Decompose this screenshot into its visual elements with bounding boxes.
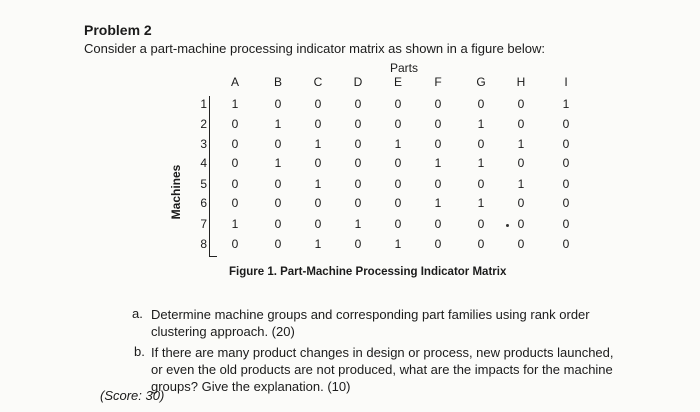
matrix-cell: 0 — [394, 217, 402, 231]
matrix-cell: 1 — [434, 156, 442, 170]
matrix-cell: 1 — [314, 177, 322, 191]
part-header-b: B — [273, 75, 282, 89]
machine-row-label-3: 3 — [200, 137, 207, 151]
matrix-cell: 0 — [274, 237, 282, 251]
matrix-cell: 0 — [314, 217, 322, 231]
problem-intro: Consider a part-machine processing indicator matrix as shown in a figure below: — [84, 41, 545, 56]
matrix-cell: 0 — [274, 177, 282, 191]
matrix-cell: 0 — [274, 97, 282, 111]
matrix-cell: 1 — [354, 217, 362, 231]
machine-row-label-7: 7 — [200, 217, 207, 231]
matrix-cell: 1 — [434, 196, 442, 210]
matrix-cell: 0 — [517, 217, 525, 231]
matrix-cell: 0 — [231, 177, 239, 191]
question-label: b. — [134, 344, 145, 359]
matrix-cell: 1 — [477, 196, 485, 210]
matrix-cell: 0 — [394, 156, 402, 170]
matrix-cell: 0 — [314, 156, 322, 170]
matrix-cell: 0 — [394, 117, 402, 131]
matrix-cell: 0 — [434, 177, 442, 191]
matrix-cell: 1 — [394, 237, 402, 251]
question-label: a. — [132, 306, 143, 321]
matrix-cell: 0 — [434, 217, 442, 231]
matrix-cell: 0 — [231, 137, 239, 151]
matrix-cell: 1 — [517, 137, 525, 151]
machine-row-label-5: 5 — [200, 177, 207, 191]
matrix-cell: 0 — [354, 117, 362, 131]
matrix-cell: 1 — [231, 217, 239, 231]
matrix-cell: 0 — [231, 117, 239, 131]
machine-row-label-6: 6 — [200, 196, 207, 210]
question-line: If there are many product changes in design or process, new products launched, — [151, 345, 614, 360]
part-header-f: F — [434, 75, 442, 89]
machine-row-label-1: 1 — [200, 97, 207, 111]
figure-caption: Figure 1. Part-Machine Processing Indicator Matrix — [229, 266, 507, 278]
machine-row-label-8: 8 — [200, 237, 207, 251]
matrix-cell: 0 — [477, 217, 485, 231]
matrix-cell: 0 — [314, 196, 322, 210]
part-header-c: C — [313, 75, 323, 89]
matrix-cell: 0 — [354, 137, 362, 151]
stray-dot-mark — [506, 224, 509, 227]
question-line: clustering approach. (20) — [151, 324, 295, 339]
matrix-cell: 0 — [562, 237, 570, 251]
matrix-cell: 0 — [274, 137, 282, 151]
matrix-cell: 0 — [562, 196, 570, 210]
matrix-cell: 0 — [354, 196, 362, 210]
matrix-cell: 0 — [354, 156, 362, 170]
machine-row-label-2: 2 — [200, 117, 207, 131]
matrix-cell: 0 — [314, 117, 322, 131]
machines-axis-label: Machines — [169, 164, 183, 220]
matrix-cell: 0 — [354, 177, 362, 191]
matrix-cell: 0 — [274, 217, 282, 231]
matrix-cell: 0 — [434, 137, 442, 151]
matrix-cell: 1 — [562, 97, 570, 111]
score-note: (Score: 30) — [100, 388, 165, 403]
matrix-cell: 0 — [517, 196, 525, 210]
matrix-cell: 0 — [477, 137, 485, 151]
matrix-cell: 0 — [517, 237, 525, 251]
part-header-e: E — [393, 75, 402, 89]
matrix-cell: 0 — [394, 97, 402, 111]
matrix-cell: 1 — [394, 137, 402, 151]
matrix-cell: 0 — [477, 97, 485, 111]
question-line: or even the old products are not produced, what are the impacts for the machine — [151, 362, 613, 377]
part-header-d: D — [353, 75, 363, 89]
matrix-cell: 0 — [562, 217, 570, 231]
part-header-i: I — [564, 75, 568, 89]
problem-title: Problem 2 — [84, 22, 152, 38]
matrix-cell: 0 — [434, 237, 442, 251]
matrix-cell: 0 — [231, 156, 239, 170]
part-header-h: H — [516, 75, 526, 89]
matrix-cell: 0 — [394, 177, 402, 191]
matrix-cell: 1 — [231, 97, 239, 111]
matrix-cell: 0 — [274, 196, 282, 210]
matrix-cell: 1 — [517, 177, 525, 191]
matrix-cell: 0 — [434, 117, 442, 131]
machine-row-label-4: 4 — [200, 156, 207, 170]
matrix-cell: 1 — [314, 137, 322, 151]
matrix-cell: 0 — [394, 196, 402, 210]
matrix-cell: 0 — [562, 117, 570, 131]
matrix-cell: 0 — [314, 97, 322, 111]
matrix-cell: 0 — [562, 137, 570, 151]
matrix-cell: 1 — [314, 237, 322, 251]
matrix-cell: 0 — [231, 237, 239, 251]
matrix-cell: 0 — [517, 156, 525, 170]
matrix-cell: 0 — [477, 237, 485, 251]
question-text — [151, 306, 691, 340]
matrix-cell: 1 — [477, 156, 485, 170]
matrix-cell: 0 — [231, 196, 239, 210]
matrix-cell: 1 — [274, 156, 282, 170]
matrix-bracket — [209, 96, 217, 257]
matrix-cell: 0 — [477, 177, 485, 191]
matrix-cell: 0 — [354, 237, 362, 251]
parts-axis-label: Parts — [389, 61, 418, 75]
matrix-cell: 0 — [354, 97, 362, 111]
question-line: Determine machine groups and corresponding part families using rank order — [151, 307, 590, 322]
matrix-cell: 1 — [274, 117, 282, 131]
matrix-cell: 0 — [562, 156, 570, 170]
matrix-cell: 0 — [517, 97, 525, 111]
matrix-cell: 0 — [434, 97, 442, 111]
matrix-cell: 0 — [517, 117, 525, 131]
question-text — [151, 344, 691, 395]
question-line: groups? Give the explanation. (10) — [151, 379, 351, 394]
part-header-a: A — [230, 75, 239, 89]
matrix-cell: 1 — [477, 117, 485, 131]
matrix-cell: 0 — [562, 177, 570, 191]
part-header-g: G — [476, 75, 486, 89]
